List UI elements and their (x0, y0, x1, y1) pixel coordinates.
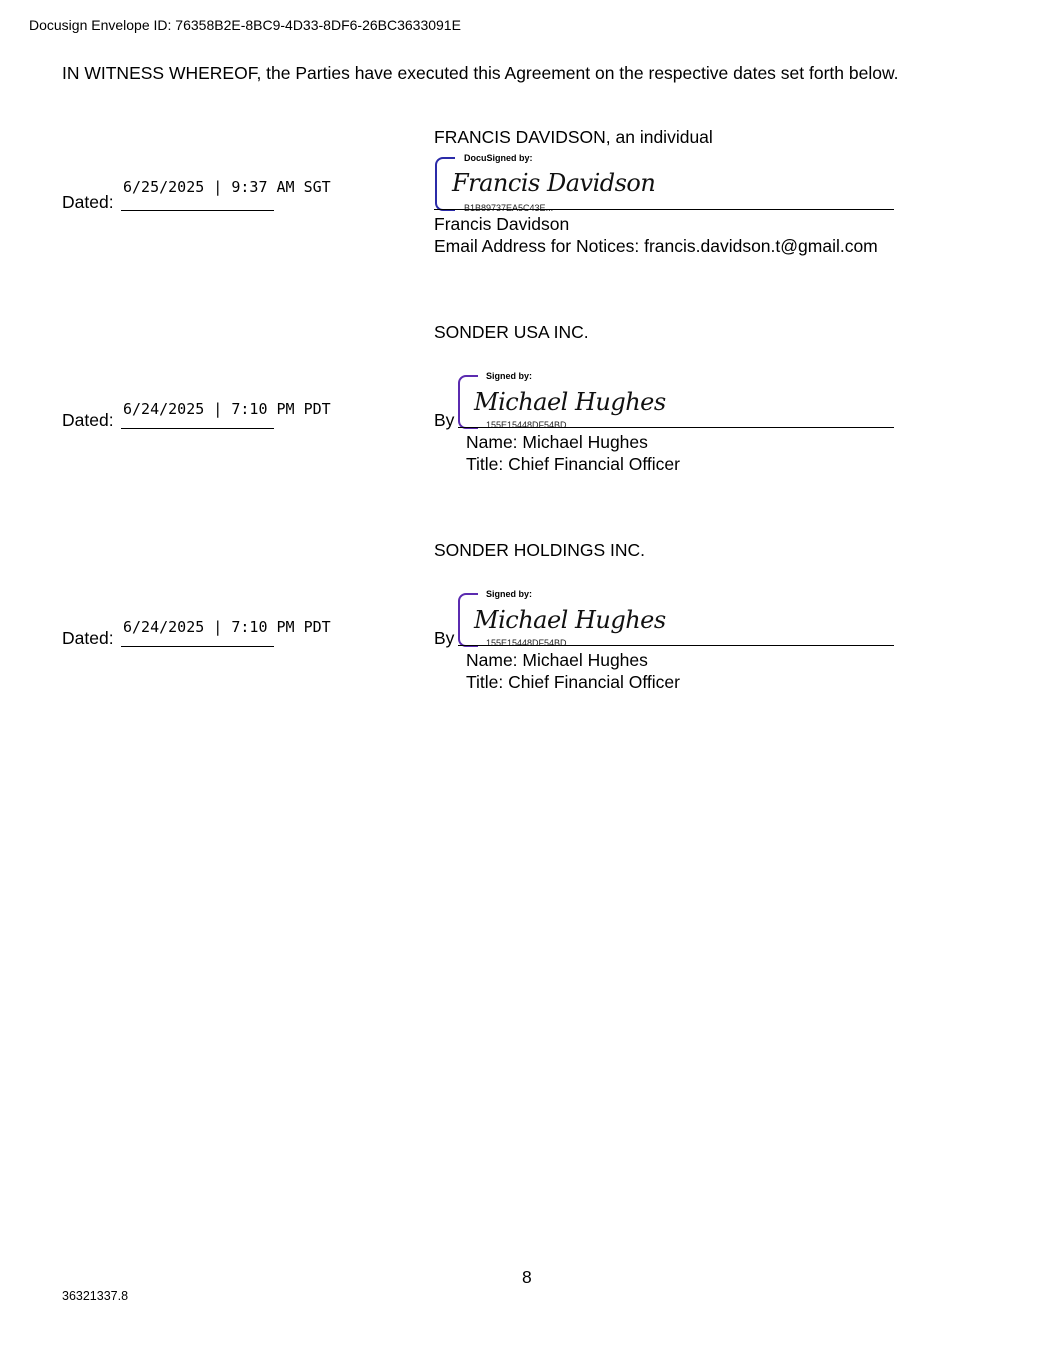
signature-header: Signed by: (486, 589, 533, 599)
witness-clause: IN WITNESS WHEREOF, the Parties have executed this Agreement on the respective dates set forth below. (62, 63, 899, 83)
signer-name: Name: Michael Hughes (466, 432, 648, 452)
signature-id: 155E15448DF54BD... (486, 420, 575, 430)
signature-francis[interactable]: Francis Davidson (452, 169, 656, 197)
document-number: 36321337.8 (62, 1289, 129, 1303)
signature-id: B1B89737EA5C43E... (464, 203, 554, 213)
dated-label: Dated: (62, 628, 114, 648)
signature-line (434, 209, 894, 210)
party-name-francis: FRANCIS DAVIDSON, an individual (434, 127, 713, 147)
signature-michael[interactable]: Michael Hughes (474, 388, 666, 416)
party-name-sonder-holdings: SONDER HOLDINGS INC. (434, 540, 645, 560)
signature-line (458, 427, 894, 428)
by-label: By (434, 628, 455, 648)
signature-line (458, 645, 894, 646)
dated-label: Dated: (62, 192, 114, 212)
date-value: 6/24/2025 | 7:10 PM PDT (123, 400, 331, 418)
signer-name: Francis Davidson (434, 214, 570, 234)
signer-title: Title: Chief Financial Officer (466, 454, 680, 474)
signature-header: Signed by: (486, 371, 533, 381)
notice-email: Email Address for Notices: francis.davidson.t@gmail.com (434, 236, 878, 256)
party-name-sonder-usa: SONDER USA INC. (434, 322, 589, 342)
signature-header: DocuSigned by: (464, 153, 533, 163)
dated-label: Dated: (62, 410, 114, 430)
date-line (121, 210, 274, 211)
envelope-id: Docusign Envelope ID: 76358B2E-8BC9-4D33-8DF6-26BC3633091E (29, 17, 461, 33)
page-number: 8 (522, 1267, 532, 1287)
signature-michael[interactable]: Michael Hughes (474, 606, 666, 634)
signer-name: Name: Michael Hughes (466, 650, 648, 670)
by-label: By (434, 410, 455, 430)
signature-id: 155E15448DF54BD... (486, 638, 575, 648)
signer-title: Title: Chief Financial Officer (466, 672, 680, 692)
date-value: 6/25/2025 | 9:37 AM SGT (123, 178, 331, 196)
date-value: 6/24/2025 | 7:10 PM PDT (123, 618, 331, 636)
date-line (121, 428, 274, 429)
date-line (121, 646, 274, 647)
